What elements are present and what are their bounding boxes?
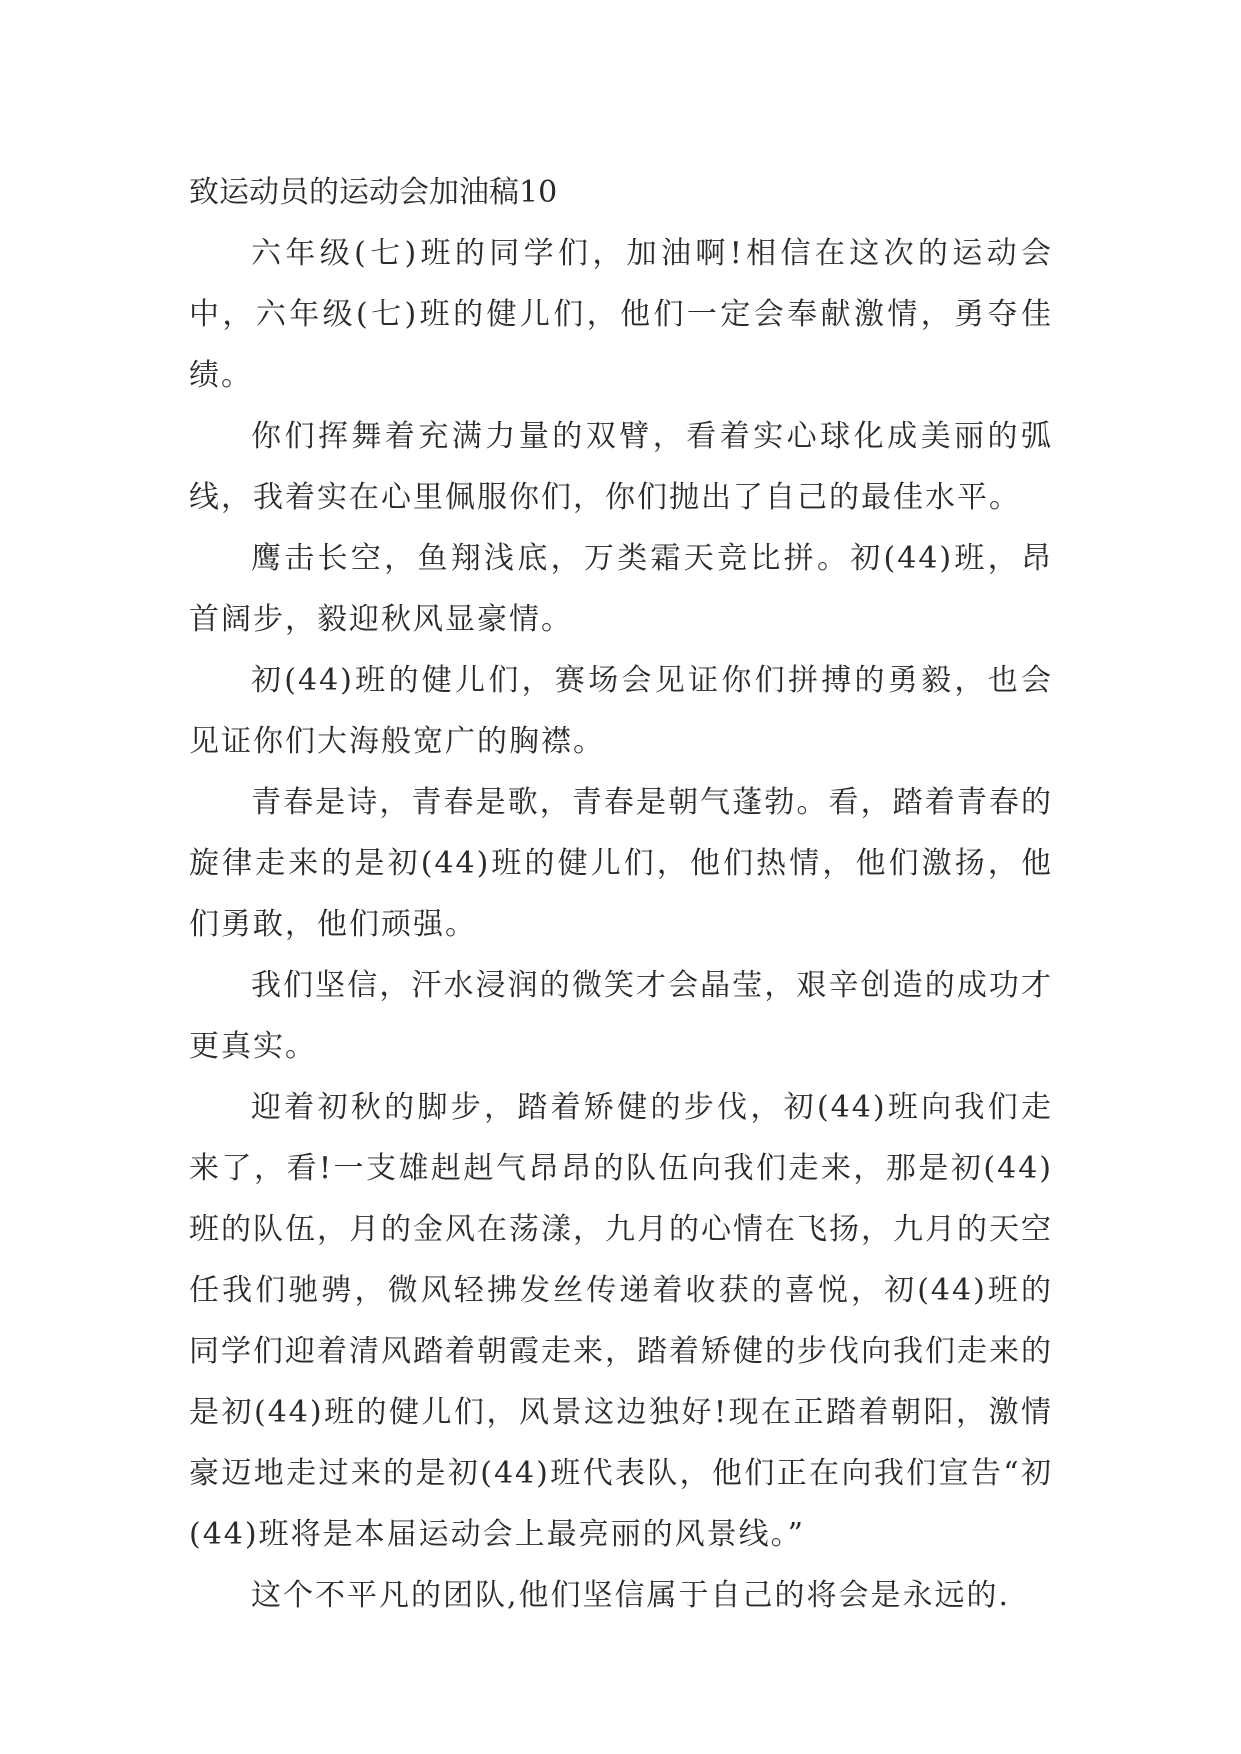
- document-title: 致运动员的运动会加油稿10: [189, 175, 558, 210]
- paragraph: 这个不平凡的团队,他们坚信属于自己的将会是永远的.: [251, 1578, 1011, 1613]
- paragraph: 青春是诗，青春是歌，青春是朝气蓬勃。看，踏着青春的旋律走来的是初(44)班的健儿们，他们热情，他们激扬，他们勇敢，他们顽强。: [189, 785, 1053, 942]
- document-body: [189, 162, 1053, 1626]
- paragraph: 我们坚信，汗水浸润的微笑才会晶莹，艰辛创造的成功才更真实。: [189, 968, 1053, 1064]
- paragraph: 鹰击长空，鱼翔浅底，万类霜天竞比拼。初(44)班，昂首阔步，毅迎秋风显豪情。: [189, 541, 1053, 637]
- paragraph: 你们挥舞着充满力量的双臂，看着实心球化成美丽的弧线，我着实在心里佩服你们，你们抛出了自己的最佳水平。: [189, 419, 1053, 515]
- paragraph: 初(44)班的健儿们，赛场会见证你们拼搏的勇毅，也会见证你们大海般宽广的胸襟。: [189, 663, 1053, 759]
- paragraph: 迎着初秋的脚步，踏着矫健的步伐，初(44)班向我们走来了，看!一支雄赳赳气昂昂的队伍向我们走来，那是初(44)班的队伍，月的金风在荡漾，九月的心情在飞扬，九月的天空任我们驰骋，微风轻拂发丝传递着收获的喜悦，初(44)班的同学们迎着清风踏着朝霞走来，踏着矫健的步伐向我们走来的是初(44)班的健儿们，风景这边独好!现在正踏着朝阳，激情豪迈地走过来的是初(44)班代表队，他们正在向我们宣告“初(44)班将是本届运动会上最亮丽的风景线。”: [189, 1090, 1053, 1552]
- paragraph: 六年级(七)班的同学们，加油啊!相信在这次的运动会中，六年级(七)班的健儿们，他们一定会奉献激情，勇夺佳绩。: [189, 236, 1053, 393]
